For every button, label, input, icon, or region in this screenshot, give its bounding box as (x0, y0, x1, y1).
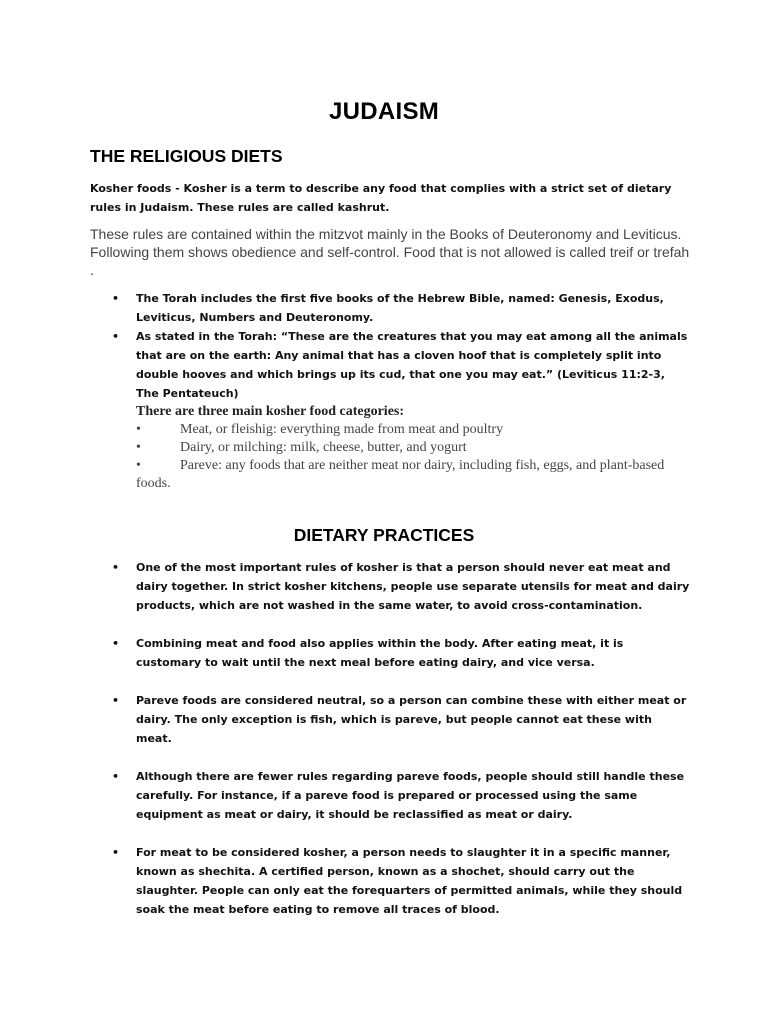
list-item-text: For meat to be considered kosher, a person needs to slaughter it in a specific manner, known as shechita. A certified person, known as a shochet, should carry out the slaughter. People can only eat the forequarters of permitted animals, while they should soak the meat before eating to remove all traces of blood. (136, 846, 683, 916)
dietary-practices-list (90, 558, 690, 938)
mitzvot-paragraph: These rules are contained within the mitzvot mainly in the Books of Deuteronomy and Leviticus. Following them shows obedience and self-control. Food that is not allowed is called treif or trefah . (90, 226, 690, 278)
list-item-text: The Torah includes the first five books of the Hebrew Bible, named: Genesis, Exodus, Leviticus, Numbers and Deuteronomy. (136, 292, 664, 324)
list-item (90, 327, 690, 403)
bullet-icon: • (112, 846, 120, 859)
section-heading-dietary-practices: DIETARY PRACTICES (293, 525, 475, 545)
category-text: Meat, or fleishig: everything made from meat and poultry (180, 422, 504, 437)
bullet-icon: • (112, 637, 120, 650)
list-item-text: Combining meat and food also applies within the body. After eating meat, it is customary to wait until the next meal before eating dairy, and vice versa. (136, 637, 624, 669)
list-item (90, 767, 690, 824)
list-item-text: Although there are fewer rules regarding pareve foods, people should still handle these carefully. For instance, if a pareve food is prepared or processed using the same equipment as meat or dairy, it should be reclassified as meat or dairy. (136, 770, 685, 821)
list-item (90, 558, 690, 615)
kosher-intro-paragraph: Kosher foods - Kosher is a term to describe any food that complies with a strict set of dietary rules in Judaism. These rules are called kashrut. (90, 182, 672, 214)
category-item-pareve (136, 457, 696, 493)
bullet-icon: • (136, 458, 141, 473)
category-item-dairy (136, 439, 696, 457)
document-title: JUDAISM (328, 98, 440, 125)
list-item (90, 634, 690, 672)
category-text: Pareve: any foods that are neither meat nor dairy, including fish, eggs, and plant-based foods. (136, 458, 665, 491)
categories-heading: There are three main kosher food categories: (136, 404, 405, 419)
bullet-icon: • (136, 422, 141, 437)
list-item-text: Pareve foods are considered neutral, so a person can combine these with either meat or dairy. The only exception is fish, which is pareve, but people cannot eat these with meat. (136, 694, 687, 745)
section-heading-religious-diets: THE RELIGIOUS DIETS (90, 146, 283, 166)
bullet-icon: • (112, 770, 120, 783)
torah-bullet-list (90, 289, 690, 403)
list-item-text: One of the most important rules of kosher is that a person should never eat meat and dairy together. In strict kosher kitchens, people use separate utensils for meat and dairy products, which are not washed in the same water, to avoid cross-contamination. (136, 561, 690, 612)
list-item (90, 289, 690, 327)
list-item-text: As stated in the Torah: “These are the creatures that you may eat among all the animals that are on the earth: Any animal that has a cloven hoof that is completely split into double hooves and which brings up its cud, that one you may eat.” (Leviticus 11:2-3, The Pentateuch) (136, 330, 688, 400)
category-item-meat (136, 421, 696, 439)
list-item (90, 691, 690, 748)
bullet-icon: • (112, 330, 120, 343)
category-text: Dairy, or milching: milk, cheese, butter, and yogurt (180, 440, 467, 455)
list-item (90, 843, 690, 919)
bullet-icon: • (136, 440, 141, 455)
kosher-categories-block (136, 403, 696, 493)
bullet-icon: • (112, 694, 120, 707)
bullet-icon: • (112, 292, 120, 305)
bullet-icon: • (112, 561, 120, 574)
